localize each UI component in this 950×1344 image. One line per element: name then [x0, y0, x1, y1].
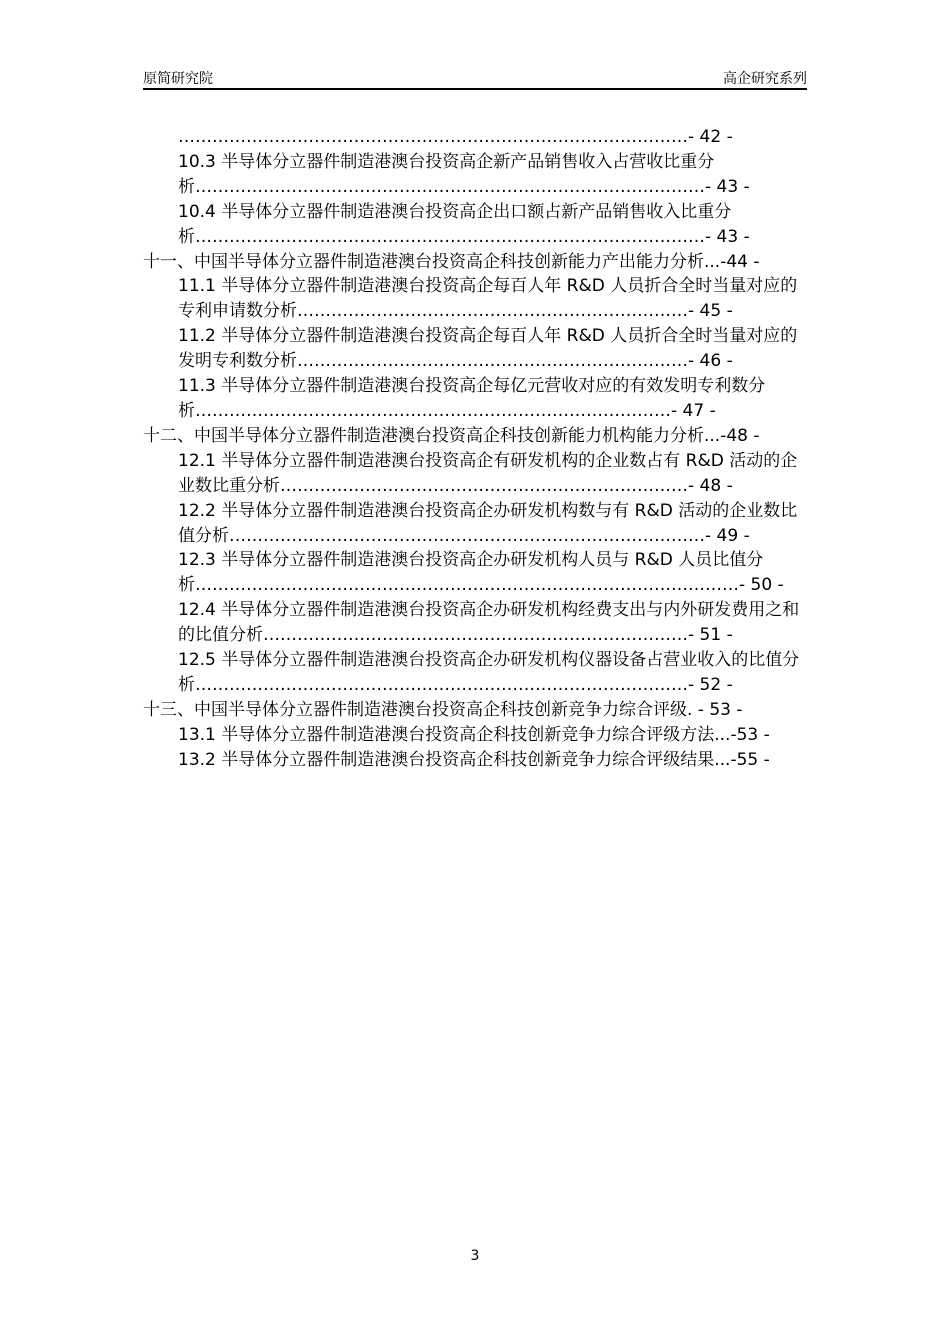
header-organization: 原简研究院	[143, 71, 213, 87]
page-number: 3	[470, 1248, 480, 1264]
toc-entry[interactable]: 十一、中国半导体分立器件制造港澳台投资高企科技创新能力产出能力分析...-44 -	[143, 251, 760, 272]
toc-entry[interactable]: 11.2 半导体分立器件制造港澳台投资高企每百人年 R&D 人员折合全时当量对应的发明专利数分析……………………………………………………………- 46 -	[178, 326, 798, 372]
toc-entry[interactable]: 11.3 半导体分立器件制造港澳台投资高企每亿元营收对应的有效发明专利数分析…………………………………………………………………………- 47 -	[178, 376, 766, 421]
toc-entry[interactable]: 13.2 半导体分立器件制造港澳台投资高企科技创新竞争力综合评级结果...-55 -	[178, 749, 770, 770]
toc-entry[interactable]: 10.3 半导体分立器件制造港澳台投资高企新产品销售收入占营收比重分析………………………………………………………………………………- 43 -	[178, 151, 750, 197]
toc-entry[interactable]: 十三、中国半导体分立器件制造港澳台投资高企科技创新竞争力综合评级. - 53 -	[143, 699, 743, 720]
toc-entry[interactable]: 13.1 半导体分立器件制造港澳台投资高企科技创新竞争力综合评级方法...-53 -	[178, 724, 770, 745]
toc-entry[interactable]: 11.1 半导体分立器件制造港澳台投资高企每百人年 R&D 人员折合全时当量对应的专利申请数分析……………………………………………………………- 45 -	[178, 276, 798, 322]
toc-entry[interactable]: 12.3 半导体分立器件制造港澳台投资高企办研发机构人员与 R&D 人员比值分析……………………………………………………………………………………- 50 -	[178, 550, 784, 596]
toc-entry[interactable]: 10.4 半导体分立器件制造港澳台投资高企出口额占新产品销售收入比重分析………………………………………………………………………………- 43 -	[178, 201, 750, 247]
header-series: 高企研究系列	[723, 71, 807, 87]
toc-entry[interactable]: 12.4 半导体分立器件制造港澳台投资高企办研发机构经费支出与内外研发费用之和的比值分析…………………………………………………………………- 51 -	[178, 600, 800, 646]
toc-entry[interactable]: 12.1 半导体分立器件制造港澳台投资高企有研发机构的企业数占有 R&D 活动的企业数比重分析………………………………………………………………- 48 -	[178, 450, 798, 496]
table-of-contents	[143, 125, 807, 773]
toc-entry[interactable]: 十二、中国半导体分立器件制造港澳台投资高企科技创新能力机构能力分析...-48 -	[143, 425, 760, 446]
toc-entry[interactable]: 12.5 半导体分立器件制造港澳台投资高企办研发机构仪器设备占营业收入的比值分析……………………………………………………………………………- 52 -	[178, 650, 800, 695]
toc-entry[interactable]: ………………………………………………………………………………- 42 -	[178, 127, 733, 147]
toc-entry[interactable]: 12.2 半导体分立器件制造港澳台投资高企办研发机构数与有 R&D 活动的企业数比值分析…………………………………………………………………………- 49 -	[178, 500, 798, 546]
page-header	[143, 68, 807, 90]
